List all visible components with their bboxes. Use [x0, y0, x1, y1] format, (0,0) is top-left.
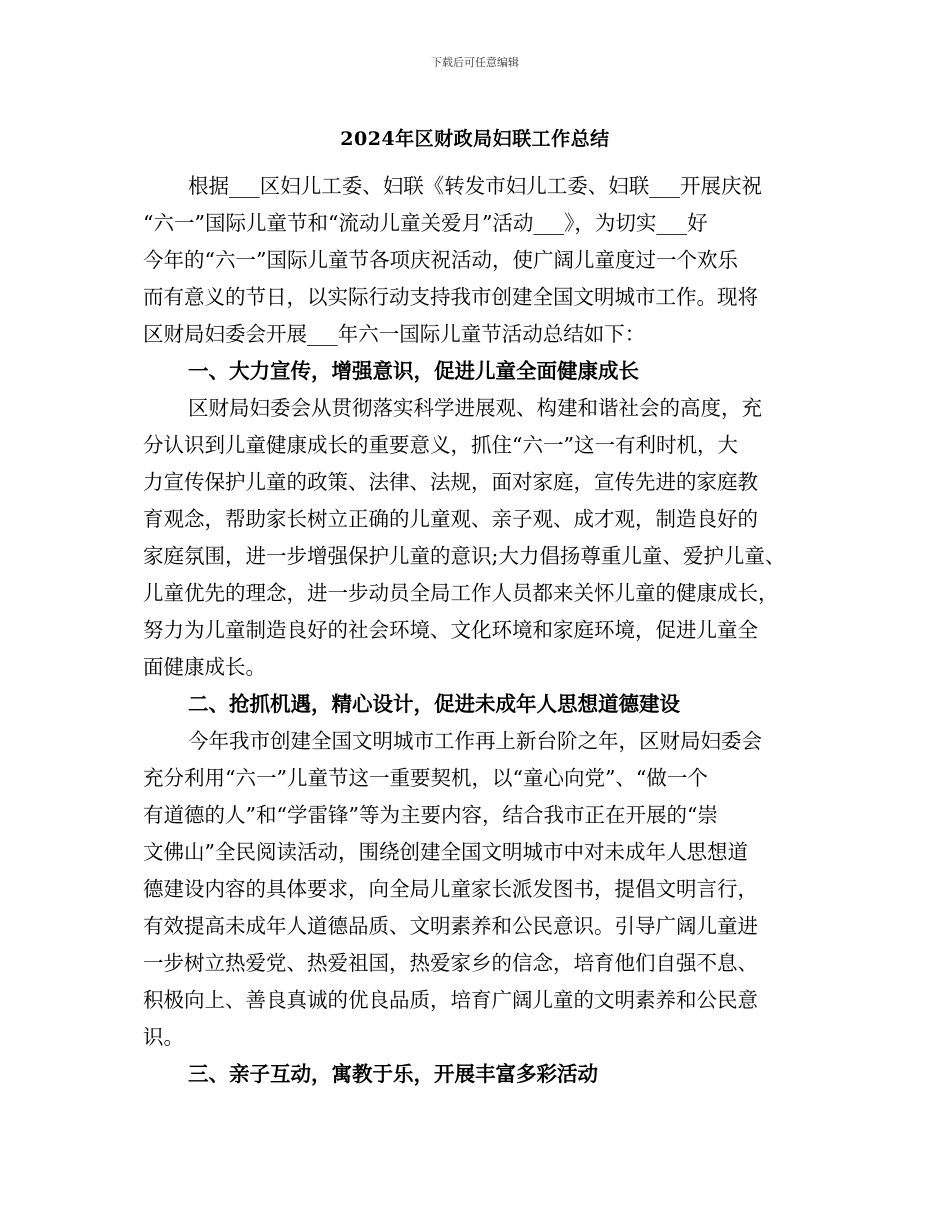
page-header-note: 下载后可任意编辑	[431, 56, 519, 69]
heading-text: 二、抢抓机遇，精心设计，促进未成年人思想道德建设	[188, 692, 680, 716]
paragraph-line: 今年我市创建全国文明城市工作再上新台阶之年，区财局妇委会	[188, 729, 762, 753]
section-heading	[143, 353, 823, 390]
section-heading	[143, 686, 823, 723]
paragraph-line: 德建设内容的具体要求，向全局儿童家长派发图书，提倡文明言行，	[143, 877, 758, 901]
paragraph-line: 而有意义的节日，以实际行动支持我市创建全国文明城市工作。现将	[143, 285, 758, 309]
paragraph-line: 文佛山”全民阅读活动，围绕创建全国文明城市中对未成年人思想道	[143, 840, 748, 864]
body-paragraph	[143, 168, 823, 353]
paragraph-line: 积极向上、善良真诚的优良品质，培育广阔儿童的文明素养和公民意	[143, 988, 758, 1012]
paragraph-line: 面健康成长。	[143, 655, 266, 679]
paragraph-line: 今年的“六一”国际儿童节各项庆祝活动，使广阔儿童度过一个欢乐	[143, 248, 738, 272]
heading-text: 三、亲子互动，寓教于乐，开展丰富多彩活动	[188, 1062, 598, 1086]
body-paragraph	[143, 723, 823, 1056]
paragraph-line: “六一”国际儿童节和“流动儿童关爱月”活动___》，为切实___好	[143, 211, 708, 235]
document-title: 2024年区财政局妇联工作总结	[340, 128, 610, 150]
document-body	[143, 168, 823, 1093]
section-heading	[143, 1056, 823, 1093]
paragraph-line: 育观念，帮助家长树立正确的儿童观、亲子观、成才观，制造良好的	[143, 507, 758, 531]
body-paragraph	[143, 390, 823, 686]
paragraph-line: 努力为儿童制造良好的社会环境、文化环境和家庭环境，促进儿童全	[143, 618, 758, 642]
paragraph-line: 有道德的人”和“学雷锋”等为主要内容，结合我市正在开展的“崇	[143, 803, 718, 827]
paragraph-line: 识。	[143, 1025, 184, 1049]
paragraph-line: 区财局妇委会从贯彻落实科学进展观、构建和谐社会的高度，充	[188, 396, 762, 420]
paragraph-line: 家庭氛围，进一步增强保护儿童的意识;大力倡扬尊重儿童、爱护儿童、	[143, 544, 786, 568]
paragraph-line: 一步树立热爱党、热爱祖国，热爱家乡的信念，培育他们自强不息、	[143, 951, 758, 975]
paragraph-line: 区财局妇委会开展___年六一国际儿童节活动总结如下：	[143, 322, 646, 346]
paragraph-line: 儿童优先的理念，进一步动员全局工作人员都来关怀儿童的健康成长，	[143, 581, 779, 605]
paragraph-line: 分认识到儿童健康成长的重要意义，抓住“六一”这一有利时机，大	[143, 433, 738, 457]
paragraph-line: 力宣传保护儿童的政策、法律、法规，面对家庭，宣传先进的家庭教	[143, 470, 758, 494]
paragraph-line: 根据___区妇儿工委、妇联《转发市妇儿工委、妇联___开展庆祝	[188, 174, 762, 198]
paragraph-line: 有效提高未成年人道德品质、文明素养和公民意识。引导广阔儿童进	[143, 914, 758, 938]
paragraph-line: 充分利用“六一”儿童节这一重要契机，以“童心向党”、“做一个	[143, 766, 708, 790]
heading-text: 一、大力宣传，增强意识，促进儿童全面健康成长	[188, 359, 639, 383]
